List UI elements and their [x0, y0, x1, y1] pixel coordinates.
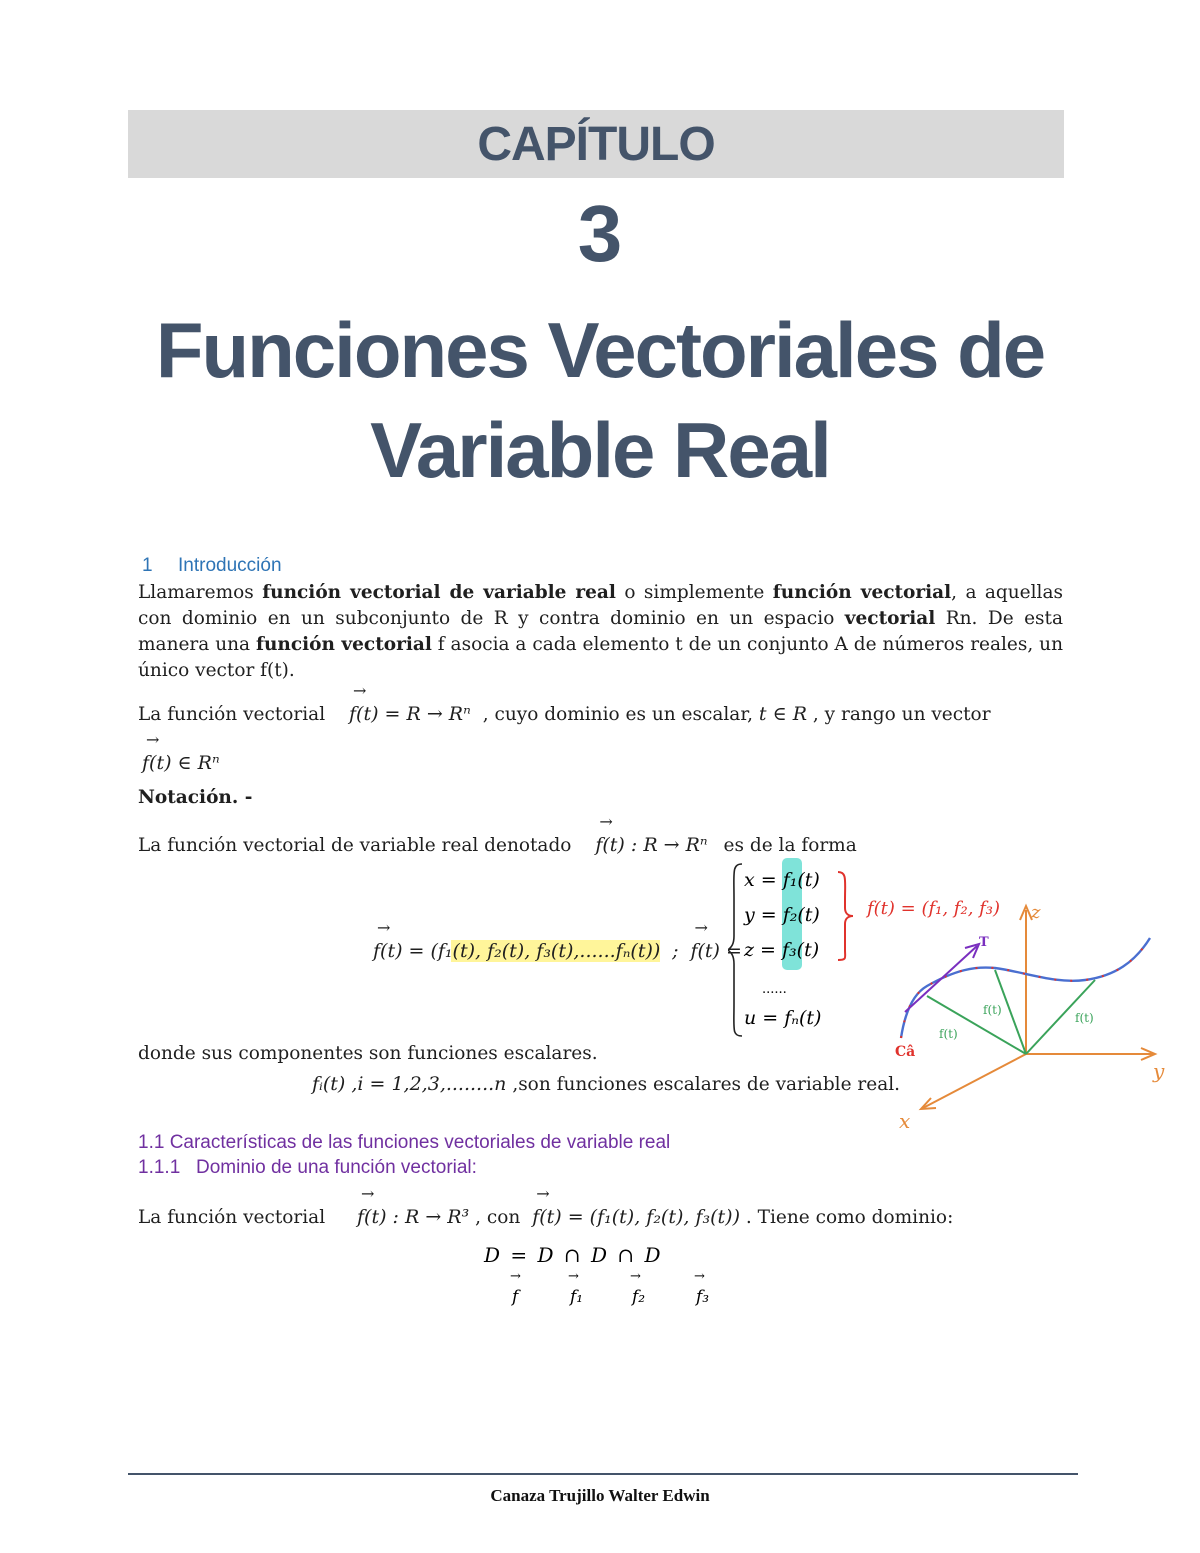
notation-line — [138, 812, 857, 856]
chapter-number: 3 — [577, 189, 623, 278]
section-heading-1-1: 1.1 Características de las funciones vectoriales de variable real — [138, 1132, 671, 1153]
domain-equation: D = D ∩ D ∩ D — [484, 1243, 663, 1267]
annotation-brace-icon — [838, 872, 853, 960]
chapter-band — [128, 110, 1064, 178]
chapter-title-line1: Funciones Vectoriales de — [155, 306, 1045, 394]
range-line — [142, 730, 220, 774]
math-expression: fᵢ(t) ,i = 1,2,3,........n — [312, 1073, 507, 1095]
text-run: f asocia a cada elemento t de un conjunto A de números reales, un único vector f(t). — [138, 634, 1063, 681]
math-expression: t ∈ R — [758, 703, 808, 725]
vector-expression — [595, 812, 708, 856]
vector-expression — [373, 918, 661, 962]
section-number: 1.1.1 — [138, 1157, 181, 1178]
math-expression: f(t) ∈ Rⁿ — [142, 752, 220, 774]
vector-label: f(t) — [983, 1003, 1002, 1017]
section-title: Dominio de una función vectorial: — [196, 1157, 477, 1178]
text-run: Rn. De esta manera una — [138, 608, 1063, 655]
term-bold: función vectorial de variable real — [262, 582, 616, 603]
section-heading-1-1-1 — [138, 1157, 477, 1179]
notation-label: Notación. - — [138, 787, 253, 808]
section-heading-intro — [142, 555, 282, 577]
system-row: z = f₃(t) — [744, 939, 820, 961]
axis-label-z: z — [1031, 902, 1041, 923]
vector-expression — [532, 1184, 740, 1228]
text-run: La función vectorial de variable real denotado — [138, 835, 572, 856]
vector-arrow-icon: → — [361, 1184, 375, 1203]
system-row: u = fₙ(t) — [744, 1007, 822, 1029]
tangent-label: T — [979, 935, 989, 950]
left-brace-icon — [728, 864, 742, 1036]
definition-line — [138, 681, 1063, 725]
axis-label-y: y — [1153, 1059, 1165, 1083]
vector-arrow-icon: → — [353, 681, 367, 700]
position-vector — [927, 996, 1026, 1054]
text-run: es de la forma — [723, 835, 857, 856]
text-run: , cuyo dominio es un escalar, — [482, 704, 754, 725]
system-row: y = f₂(t) — [744, 904, 820, 926]
term-bold: función vectorial — [772, 582, 952, 603]
separator: ; — [672, 940, 679, 962]
chapter-label: CAPÍTULO — [477, 117, 715, 171]
vector-arrow-icon: → — [630, 1269, 641, 1284]
system-row: ...... — [762, 982, 787, 997]
vector-arrow-icon: → — [694, 1269, 705, 1284]
vector-arrow-icon: → — [536, 1184, 550, 1203]
footer-rule — [128, 1473, 1078, 1475]
text-run: . Tiene como dominio: — [745, 1207, 954, 1228]
domain-line — [138, 1184, 954, 1228]
chapter-title-line2: Variable Real — [370, 406, 830, 494]
x-axis — [923, 1054, 1026, 1108]
domain-formula — [480, 1240, 740, 1310]
vector-expression — [357, 1184, 470, 1228]
text-run: ,son funciones escalares de variable real. — [512, 1074, 901, 1095]
vector-expression — [142, 730, 220, 774]
tangent-vector — [905, 946, 977, 1012]
math-expression: f(t) = R → Rⁿ — [349, 703, 471, 725]
text-run: o simplemente — [615, 582, 773, 603]
vector-definition — [373, 918, 742, 962]
text-run: , a aquellas con dominio en un subconjunto de R y contra dominio en un espacio — [138, 582, 1063, 629]
component-tuple: f(t) = (f₁(t), f₂(t), f₃(t),......fₙ(t)) — [373, 940, 661, 962]
domain-subscript: f₁ — [570, 1287, 584, 1307]
math-expression: f(t) : R → R³ — [357, 1206, 470, 1228]
vector-arrow-icon: → — [599, 812, 613, 831]
annotation-note: f(t) = (f₁, f₂, f₃) — [867, 898, 1001, 919]
section-title: Introducción — [178, 555, 282, 576]
chapter-title — [128, 300, 1072, 500]
footer-author: Canaza Trujillo Walter Edwin — [490, 1486, 710, 1505]
math-expression: f(t) : R → Rⁿ — [595, 834, 708, 856]
text-run: La función vectorial — [138, 704, 326, 725]
vector-arrow-icon: → — [694, 918, 708, 937]
system-row: x = f₁(t) — [744, 869, 820, 891]
domain-subscript: f₂ — [632, 1287, 646, 1307]
scalar-functions-line — [312, 1073, 900, 1095]
vector-arrow-icon: → — [377, 918, 391, 937]
math-expression: f(t) = — [690, 940, 742, 962]
vector-arrow-icon: → — [510, 1269, 521, 1284]
text-run: , y rango un vector — [812, 704, 991, 725]
text-run: , con — [475, 1207, 521, 1228]
text-run: La función vectorial — [138, 1207, 326, 1228]
x-axis-arrow-icon — [921, 1098, 936, 1109]
domain-subscript: f₃ — [696, 1287, 710, 1307]
term-bold: vectorial — [844, 608, 936, 629]
vector-expression — [349, 681, 471, 725]
vector-arrow-icon: → — [568, 1269, 579, 1284]
curve-label: Câ — [895, 1044, 916, 1060]
axis-label-x: x — [899, 1109, 911, 1132]
vector-arrow-icon: → — [146, 730, 160, 749]
math-expression: f(t) = (f₁(t), f₂(t), f₃(t)) — [532, 1206, 740, 1228]
text-run: Llamaremos — [138, 582, 263, 603]
vector-label: f(t) — [1075, 1011, 1094, 1025]
vector-label: f(t) — [939, 1027, 958, 1041]
section-number: 1 — [142, 555, 153, 576]
components-line: donde sus componentes son funciones escalares. — [138, 1043, 598, 1064]
intro-paragraph — [138, 580, 1063, 684]
term-bold: función vectorial — [256, 634, 432, 655]
domain-subscript: f — [512, 1287, 519, 1307]
